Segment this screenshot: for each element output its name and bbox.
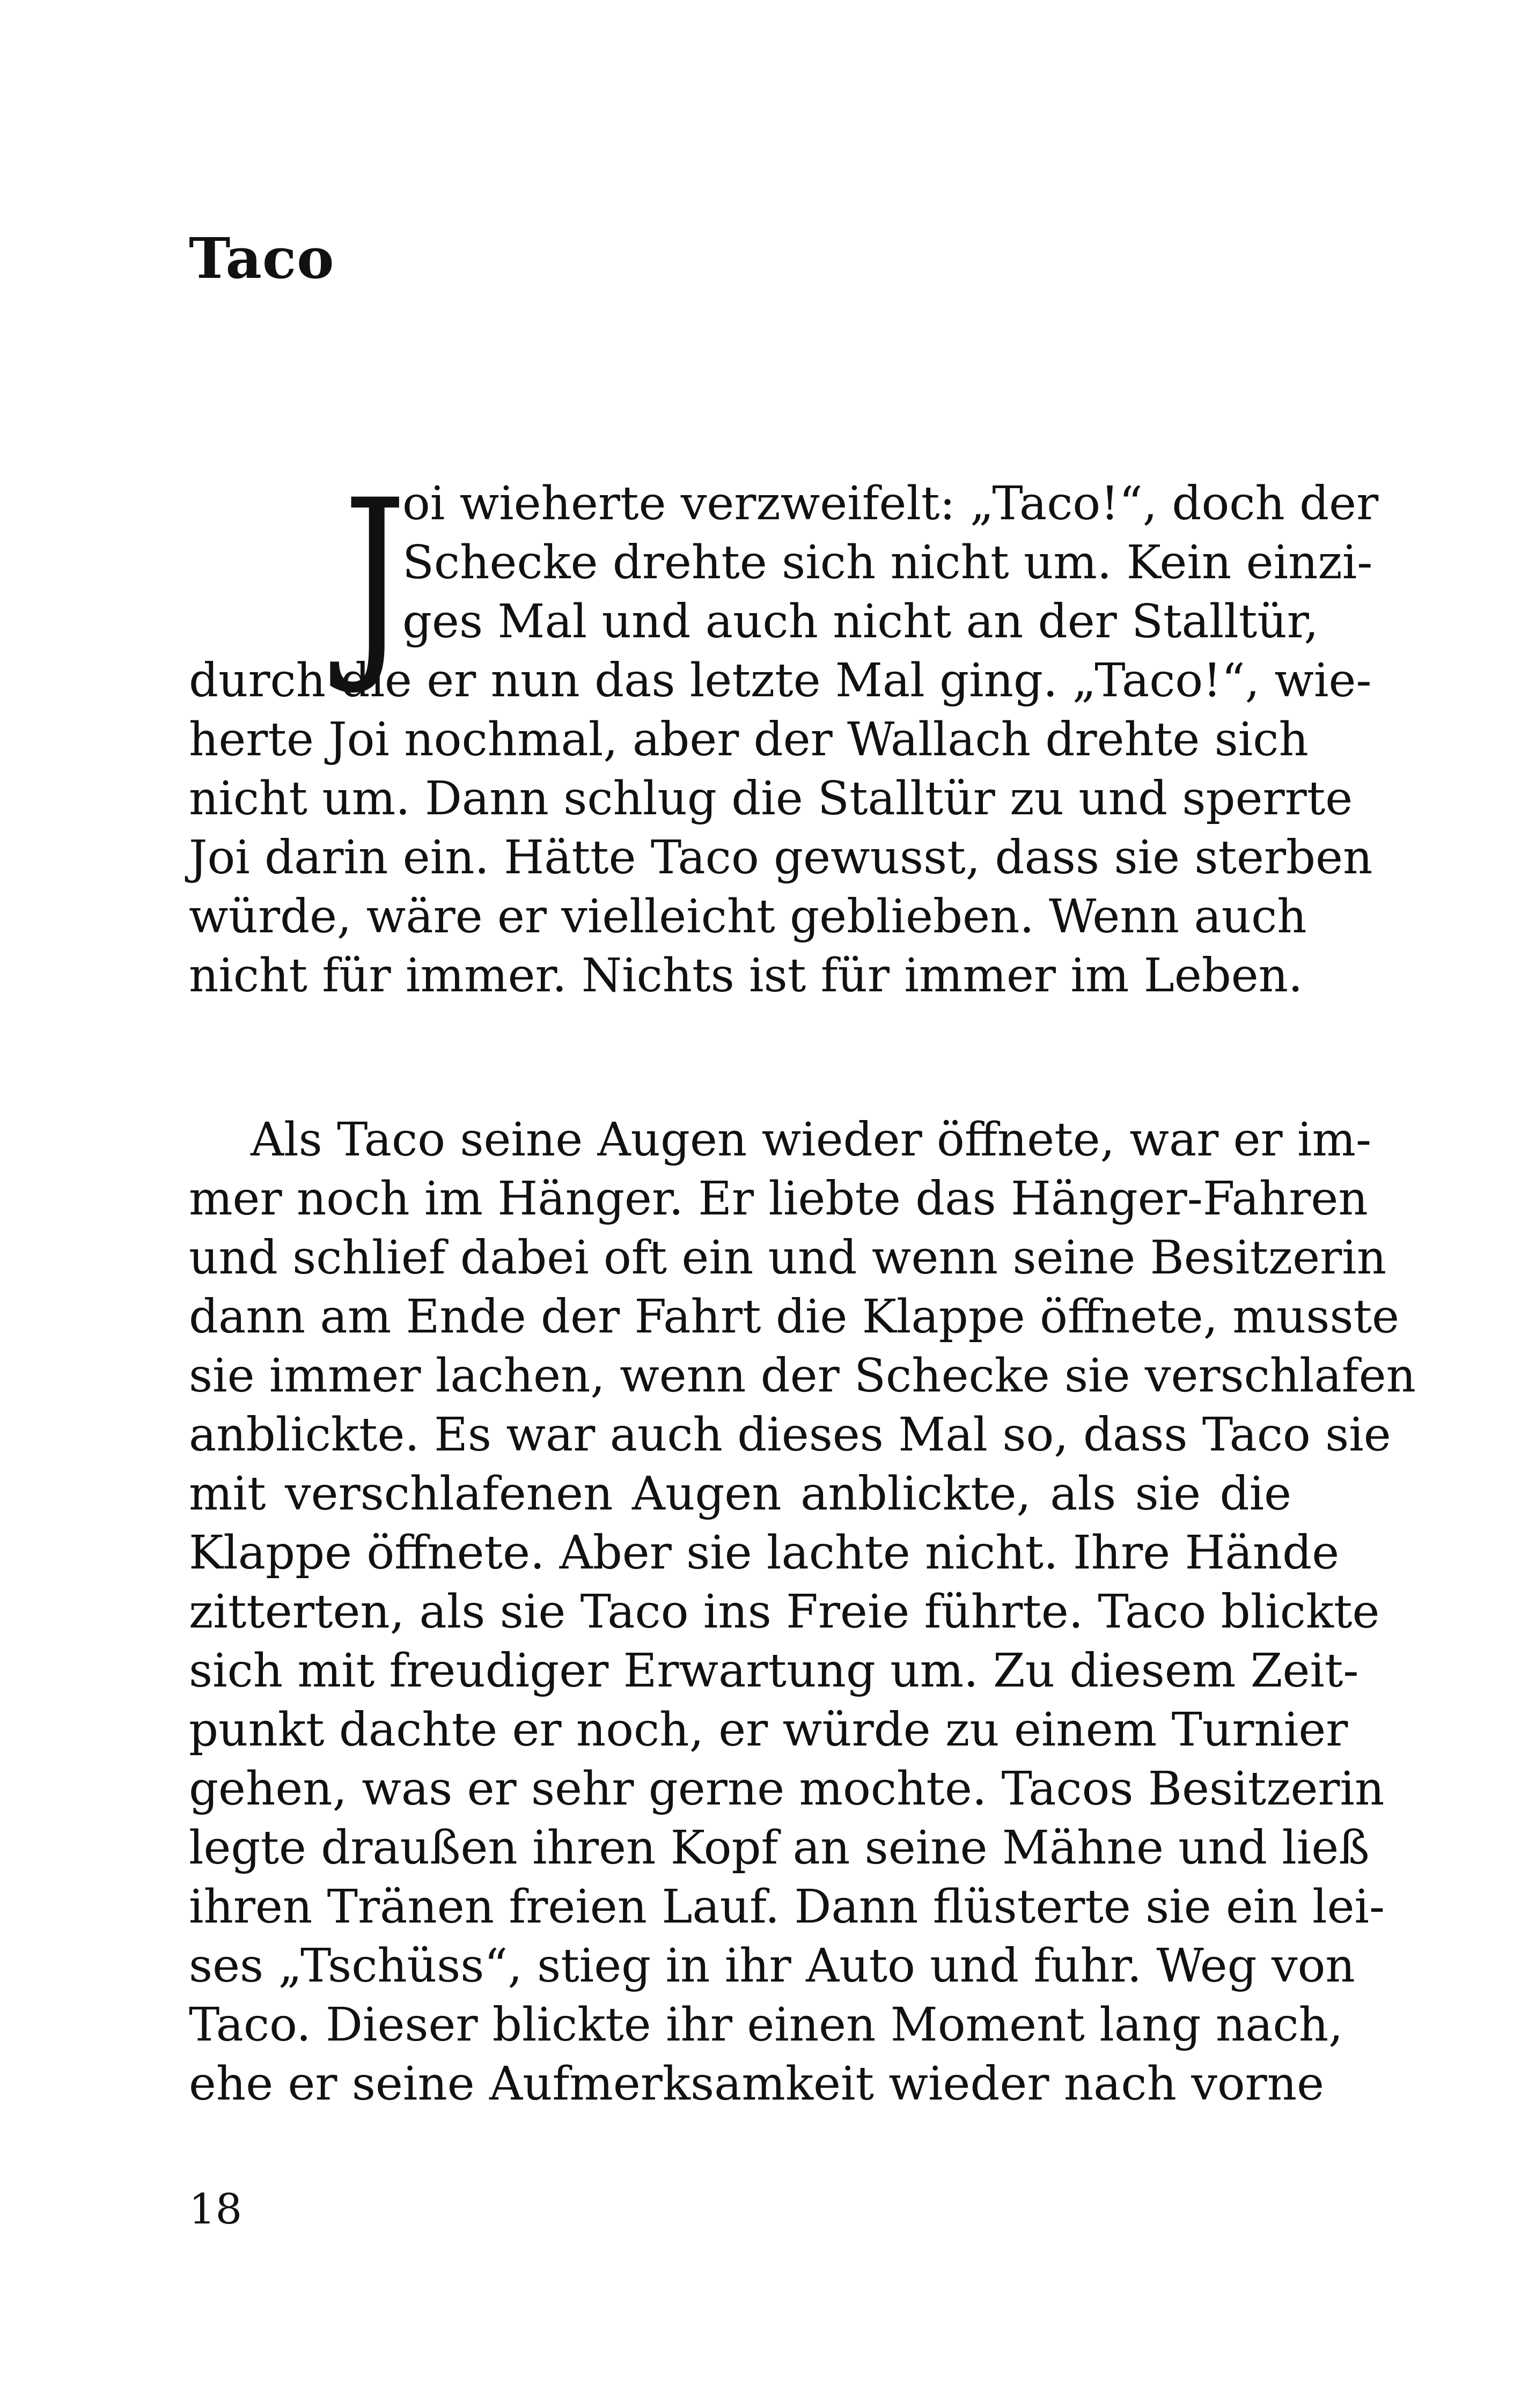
paragraph-line: ges Mal und auch nicht an der Stalltür, xyxy=(402,595,1319,649)
paragraph-line: Schecke drehte sich nicht um. Kein einzi- xyxy=(402,536,1373,590)
paragraph-line: sich mit freudiger Erwartung um. Zu diesem Zeit- xyxy=(189,1644,1359,1698)
paragraph-line: nicht um. Dann schlug die Stalltür zu und sperrte xyxy=(189,772,1353,826)
paragraph-line: Taco. Dieser blickte ihr einen Moment lang nach, xyxy=(189,1998,1343,2052)
paragraph-1 xyxy=(189,455,1379,1005)
paragraph-line: legte draußen ihren Kopf an seine Mähne und ließ xyxy=(189,1821,1370,1875)
paragraph-line: ihren Tränen freien Lauf. Dann flüsterte sie ein lei- xyxy=(189,1880,1385,1934)
paragraph-line: durch die er nun das letzte Mal ging. „Taco!“, wie- xyxy=(189,654,1372,708)
paragraph-line: Als Taco seine Augen wieder öffnete, war er im- xyxy=(251,1113,1372,1167)
paragraph-line: Klappe öffnete. Aber sie lachte nicht. Ihre Hände xyxy=(189,1526,1340,1580)
paragraph-line: sie immer lachen, wenn der Schecke sie verschlafen xyxy=(189,1349,1416,1403)
paragraph-line: anblickte. Es war auch dieses Mal so, dass Taco sie xyxy=(189,1408,1391,1462)
paragraph-2 xyxy=(189,1110,1416,2114)
paragraph-line: würde, wäre er vielleicht geblieben. Wenn auch xyxy=(189,890,1307,944)
paragraph-line: ses „Tschüss“, stieg in ihr Auto und fuhr. Weg von xyxy=(189,1939,1355,1993)
paragraph-line: ehe er seine Aufmerksamkeit wieder nach vorne xyxy=(189,2057,1325,2111)
paragraph-line: herte Joi nochmal, aber der Wallach drehte sich xyxy=(189,713,1309,767)
chapter-title: Taco xyxy=(189,225,335,291)
drop-cap: J xyxy=(343,455,407,698)
paragraph-line: zitterten, als sie Taco ins Freie führte. Taco blickte xyxy=(189,1585,1380,1639)
paragraph-line: dann am Ende der Fahrt die Klappe öffnete, musste xyxy=(189,1290,1400,1344)
paragraph-line: mit verschlafenen Augen anblickte, als sie die xyxy=(189,1467,1291,1521)
paragraph-line: Joi darin ein. Hätte Taco gewusst, dass sie sterben xyxy=(189,831,1373,885)
paragraph-line: und schlief dabei oft ein und wenn seine Besitzerin xyxy=(189,1231,1387,1285)
paragraph-line: mer noch im Hänger. Er liebte das Hänger-Fahren xyxy=(189,1172,1368,1226)
paragraph-line: oi wieherte verzweifelt: „Taco!“, doch der xyxy=(402,477,1379,531)
paragraph-line: gehen, was er sehr gerne mochte. Tacos Besitzerin xyxy=(189,1762,1385,1816)
paragraph-line: punkt dachte er noch, er würde zu einem Turnier xyxy=(189,1703,1348,1757)
page-number: 18 xyxy=(189,2185,243,2234)
paragraph-line: nicht für immer. Nichts ist für immer im Leben. xyxy=(189,949,1303,1003)
